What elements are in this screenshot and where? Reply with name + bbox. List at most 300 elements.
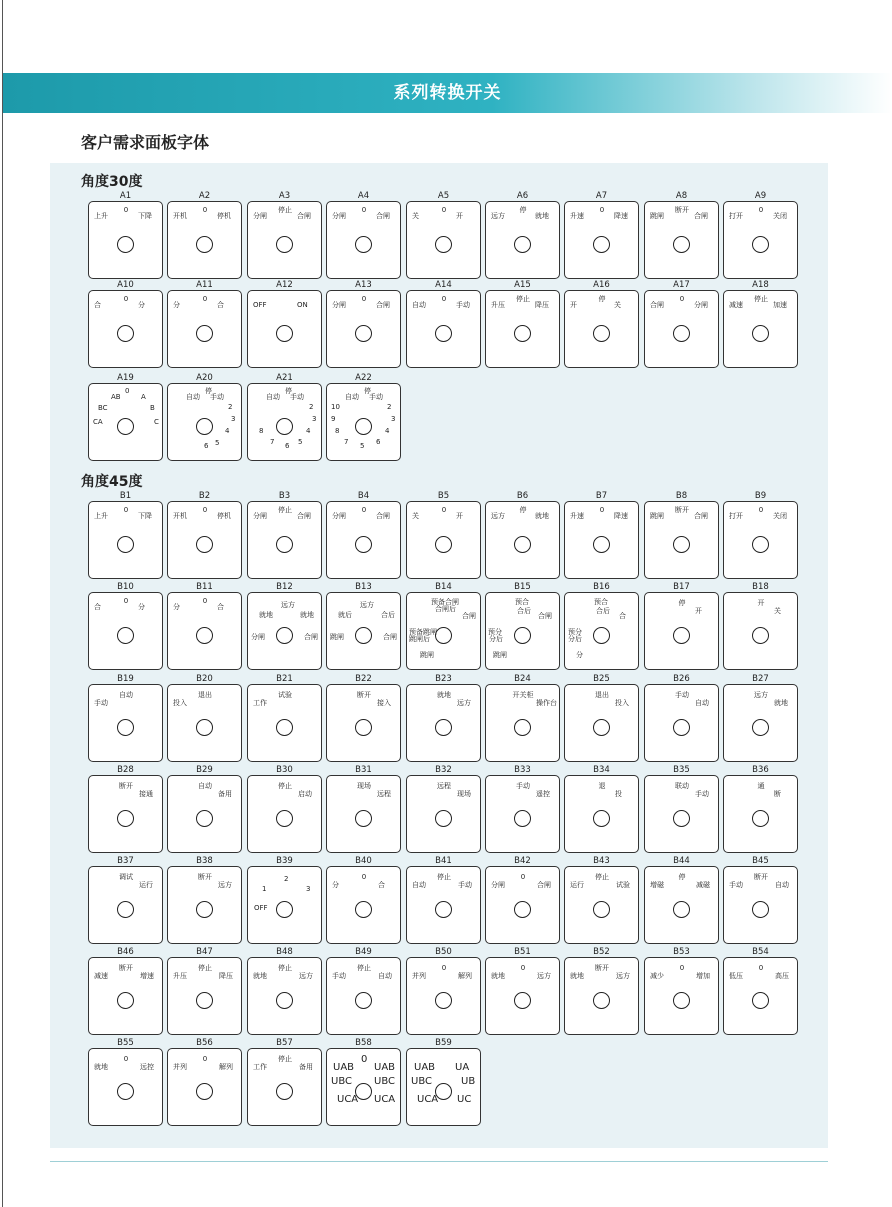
- switch-code-a19: A19: [117, 373, 134, 383]
- switch-panel-a18: [723, 290, 798, 368]
- position-label: 3: [391, 415, 396, 423]
- switch-panel-b53: [644, 957, 719, 1035]
- switch-code-b8: B8: [675, 491, 688, 501]
- position-label-left: 合: [94, 603, 101, 611]
- switch-code-b59: B59: [435, 1038, 452, 1048]
- switch-code-b27: B27: [752, 674, 769, 684]
- position-label-right: 合闸: [376, 212, 390, 220]
- position-label-center: 0: [361, 206, 367, 214]
- page-border: [2, 0, 3, 1207]
- knob-circle-icon: [117, 325, 134, 342]
- position-label-top: 断开: [198, 873, 212, 881]
- position-label-center: 停止: [357, 964, 371, 972]
- switch-panel-b3: [247, 501, 322, 579]
- switch-code-a7: A7: [595, 191, 608, 201]
- position-label-left: 就地: [570, 972, 584, 980]
- switch-panel-b59: [406, 1048, 481, 1126]
- knob-circle-icon: [593, 719, 610, 736]
- knob-circle-icon: [276, 810, 293, 827]
- knob-circle-icon: [355, 536, 372, 553]
- position-label-right: 远方: [616, 972, 630, 980]
- position-label-top: 通: [757, 782, 765, 790]
- position-label-left: 关: [412, 212, 419, 220]
- knob-circle-icon: [752, 719, 769, 736]
- position-label-center: 0: [758, 506, 764, 514]
- knob-circle-icon: [514, 901, 531, 918]
- knob-circle-icon: [593, 901, 610, 918]
- position-label-right: 就地: [535, 212, 549, 220]
- knob-circle-icon: [196, 901, 213, 918]
- switch-panel-b16: [564, 592, 639, 670]
- position-label-right: 遥控: [536, 790, 550, 798]
- position-label-left: 分闸: [332, 512, 346, 520]
- position-label-left: 就地: [253, 972, 267, 980]
- knob-circle-icon: [514, 236, 531, 253]
- position-label-center: 停止: [278, 1055, 292, 1063]
- knob-circle-icon: [752, 325, 769, 342]
- switch-panel-a15: [485, 290, 560, 368]
- position-label-left: 上升: [94, 212, 108, 220]
- switch-panel-b57: [247, 1048, 322, 1126]
- position-label-left: 手动: [332, 972, 346, 980]
- position-label-right: 合: [378, 881, 385, 889]
- switch-panel-a5: [406, 201, 481, 279]
- switch-panel-b58: [326, 1048, 401, 1126]
- position-label: 预分: [488, 628, 502, 636]
- switch-code-b30: B30: [276, 765, 293, 775]
- position-label-top: 开: [757, 599, 765, 607]
- position-label-center: 停止: [278, 206, 292, 214]
- position-label-top: 断开: [357, 691, 371, 699]
- switch-code-b36: B36: [752, 765, 769, 775]
- switch-code-b46: B46: [117, 947, 134, 957]
- position-label-right: 停机: [217, 212, 231, 220]
- position-label-right: 接通: [139, 790, 153, 798]
- knob-circle-icon: [355, 236, 372, 253]
- switch-code-a11: A11: [196, 280, 213, 290]
- position-label-center: 断开: [595, 964, 609, 972]
- knob-circle-icon: [355, 810, 372, 827]
- switch-code-b21: B21: [276, 674, 293, 684]
- bottom-divider: [50, 1161, 828, 1162]
- switch-panel-b44: [644, 866, 719, 944]
- position-label: 合: [619, 612, 626, 620]
- knob-circle-icon: [752, 236, 769, 253]
- switch-panel-b49: [326, 957, 401, 1035]
- position-label-right: 关闭: [773, 212, 787, 220]
- position-label-left: 就地: [491, 972, 505, 980]
- switch-code-b11: B11: [196, 582, 213, 592]
- position-label-left: 并列: [173, 1063, 187, 1071]
- switch-code-b37: B37: [117, 856, 134, 866]
- position-label-right: 下降: [138, 212, 152, 220]
- switch-code-b39: B39: [276, 856, 293, 866]
- position-label-center: 停止: [754, 295, 768, 303]
- position-label-right: 合闸: [297, 512, 311, 520]
- switch-code-b19: B19: [117, 674, 134, 684]
- position-label-center: 0: [202, 597, 208, 605]
- switch-panel-b40: [326, 866, 401, 944]
- position-label-top: 退出: [198, 691, 212, 699]
- position-label-left: 升速: [570, 212, 584, 220]
- position-label: 跳闸后: [409, 635, 430, 643]
- switch-panel-b15: [485, 592, 560, 670]
- position-label-center: 0: [441, 295, 447, 303]
- switch-panel-b38: [167, 866, 242, 944]
- position-label: 手动: [369, 393, 383, 401]
- position-label-top: 现场: [357, 782, 371, 790]
- position-label-right: 停机: [217, 512, 231, 520]
- position-label-right: 投入: [615, 699, 629, 707]
- position-label-right: 自动: [378, 972, 392, 980]
- position-label-left: 投入: [173, 699, 187, 707]
- switch-panel-b20: [167, 684, 242, 762]
- position-label-left: 自动: [412, 881, 426, 889]
- position-label-center: 0: [441, 506, 447, 514]
- position-label: 合闸: [462, 612, 476, 620]
- position-label: 分闸: [251, 633, 265, 641]
- position-label: 4: [225, 427, 230, 435]
- position-label: 2: [309, 403, 314, 411]
- position-label-left: 升压: [491, 301, 505, 309]
- switch-code-b15: B15: [514, 582, 531, 592]
- position-label-right: 合闸: [297, 212, 311, 220]
- knob-circle-icon: [435, 536, 452, 553]
- position-label-left: 自动: [412, 301, 426, 309]
- switch-code-b35: B35: [673, 765, 690, 775]
- position-label: 自动: [345, 393, 359, 401]
- switch-code-a20: A20: [196, 373, 213, 383]
- switch-panel-b2: [167, 501, 242, 579]
- knob-circle-icon: [276, 418, 293, 435]
- position-label: 4: [385, 427, 390, 435]
- switch-panel-a11: [167, 290, 242, 368]
- position-label-center: 0: [520, 873, 526, 881]
- switch-panel-a10: [88, 290, 163, 368]
- position-label-right: 手动: [458, 881, 472, 889]
- position-label: 5: [298, 438, 303, 446]
- knob-circle-icon: [673, 810, 690, 827]
- knob-circle-icon: [196, 1083, 213, 1100]
- knob-circle-icon: [196, 719, 213, 736]
- position-label-center: 停: [678, 873, 686, 881]
- position-label-center: 0: [599, 206, 605, 214]
- knob-circle-icon: [673, 627, 690, 644]
- switch-panel-b54: [723, 957, 798, 1035]
- switch-panel-b13: [326, 592, 401, 670]
- switch-panel-b43: [564, 866, 639, 944]
- header-banner: [3, 73, 892, 113]
- switch-code-a16: A16: [593, 280, 610, 290]
- knob-circle-icon: [435, 719, 452, 736]
- position-label-left: 分闸: [491, 881, 505, 889]
- position-label-right: 降速: [614, 212, 628, 220]
- knob-circle-icon: [117, 719, 134, 736]
- position-label-right: 备用: [299, 1063, 313, 1071]
- position-label-right: 自动: [695, 699, 709, 707]
- position-label-top: 断开: [119, 782, 133, 790]
- switch-code-b1: B1: [119, 491, 132, 501]
- position-label-left: 打开: [729, 512, 743, 520]
- switch-panel-b28: [88, 775, 163, 853]
- switch-code-b26: B26: [673, 674, 690, 684]
- position-label: 分后: [568, 635, 582, 643]
- knob-circle-icon: [752, 810, 769, 827]
- switch-panel-a14: [406, 290, 481, 368]
- position-label-right: 试验: [616, 881, 630, 889]
- knob-circle-icon: [752, 901, 769, 918]
- position-label-right: 解列: [219, 1063, 233, 1071]
- position-label: 合闸: [383, 633, 397, 641]
- position-label-left: 开机: [173, 512, 187, 520]
- position-label: 4: [306, 427, 311, 435]
- knob-circle-icon: [514, 992, 531, 1009]
- position-label-left: 分: [332, 881, 339, 889]
- switch-panel-b51: [485, 957, 560, 1035]
- knob-circle-icon: [117, 236, 134, 253]
- position-label-center: 0: [679, 295, 685, 303]
- position-label: 0: [125, 387, 130, 395]
- position-label-center: 0: [679, 964, 685, 972]
- position-label-right: 接入: [377, 699, 391, 707]
- switch-code-b52: B52: [593, 947, 610, 957]
- position-label-right: 解列: [458, 972, 472, 980]
- switch-panel-a8: [644, 201, 719, 279]
- switch-panel-a16: [564, 290, 639, 368]
- position-label: 停: [205, 387, 212, 395]
- knob-circle-icon: [593, 236, 610, 253]
- switch-code-b34: B34: [593, 765, 610, 775]
- knob-circle-icon: [196, 627, 213, 644]
- position-label-right: 远方: [457, 699, 471, 707]
- position-label-right: 合闸: [694, 212, 708, 220]
- position-label-left: 分闸: [332, 301, 346, 309]
- knob-circle-icon: [276, 1083, 293, 1100]
- position-label: AB: [111, 393, 121, 401]
- position-label: UAB: [374, 1062, 396, 1073]
- position-label-right: 远控: [140, 1063, 154, 1071]
- switch-panel-b42: [485, 866, 560, 944]
- position-label-center: 0: [361, 506, 367, 514]
- position-label: 手动: [210, 393, 224, 401]
- switch-panel-a4: [326, 201, 401, 279]
- position-label-left: 减速: [729, 301, 743, 309]
- switch-code-b53: B53: [673, 947, 690, 957]
- switch-panel-b39: [247, 866, 322, 944]
- position-label: 8: [259, 427, 264, 435]
- position-label-right: 加速: [773, 301, 787, 309]
- switch-code-a22: A22: [355, 373, 372, 383]
- position-label: 5: [360, 442, 365, 450]
- knob-circle-icon: [752, 992, 769, 1009]
- position-label: UBC: [411, 1076, 432, 1087]
- knob-circle-icon: [673, 236, 690, 253]
- position-label-right: 开: [456, 512, 463, 520]
- switch-panel-b47: [167, 957, 242, 1035]
- position-label-top: 自动: [119, 691, 133, 699]
- position-label: C: [154, 418, 159, 426]
- position-label: 自动: [186, 393, 200, 401]
- switch-code-b38: B38: [196, 856, 213, 866]
- switch-panel-b7: [564, 501, 639, 579]
- switch-code-a21: A21: [276, 373, 293, 383]
- position-label-center: 0: [361, 295, 367, 303]
- position-label-right: 降压: [535, 301, 549, 309]
- switch-panel-b33: [485, 775, 560, 853]
- knob-circle-icon: [673, 536, 690, 553]
- switch-panel-b41: [406, 866, 481, 944]
- position-label: UCA: [374, 1094, 396, 1105]
- switch-code-b25: B25: [593, 674, 610, 684]
- position-label-right: 增加: [696, 972, 710, 980]
- position-label-top: 自动: [198, 782, 212, 790]
- switch-panel-b55: [88, 1048, 163, 1126]
- position-label: 停: [364, 387, 371, 395]
- position-label-top: 远程: [437, 782, 451, 790]
- switch-panel-b56: [167, 1048, 242, 1126]
- switch-code-a12: A12: [276, 280, 293, 290]
- switch-code-b22: B22: [355, 674, 372, 684]
- position-label: 3: [231, 415, 236, 423]
- switch-panel-a6: [485, 201, 560, 279]
- knob-circle-icon: [196, 325, 213, 342]
- knob-circle-icon: [514, 810, 531, 827]
- position-label-left: 增磁: [650, 881, 664, 889]
- switch-code-a18: A18: [752, 280, 769, 290]
- switch-panel-b48: [247, 957, 322, 1035]
- switch-code-b57: B57: [276, 1038, 293, 1048]
- position-label-right: 开: [695, 607, 702, 615]
- position-label-left: OFF: [253, 301, 267, 309]
- switch-code-b29: B29: [196, 765, 213, 775]
- switch-panel-b27: [723, 684, 798, 762]
- position-label-top: 退出: [595, 691, 609, 699]
- position-label-left: 手动: [729, 881, 743, 889]
- position-label-center: 0: [758, 206, 764, 214]
- position-label-right: 断: [774, 790, 781, 798]
- position-label: 7: [270, 438, 275, 446]
- switch-code-b5: B5: [437, 491, 450, 501]
- position-label-right: 运行: [139, 881, 153, 889]
- position-label-center: 0: [123, 506, 129, 514]
- switch-panel-b32: [406, 775, 481, 853]
- switch-panel-a21: [247, 383, 322, 461]
- position-label: 合后: [517, 607, 531, 615]
- position-label: 6: [376, 438, 381, 446]
- position-label-top: 手动: [516, 782, 530, 790]
- knob-circle-icon: [196, 236, 213, 253]
- position-label: UAB: [333, 1062, 355, 1073]
- position-label: 分后: [489, 635, 503, 643]
- position-label: 预合: [515, 598, 529, 606]
- position-label-left: 分闸: [253, 512, 267, 520]
- position-label-center: 0: [123, 295, 129, 303]
- switch-panel-b36: [723, 775, 798, 853]
- position-label: B: [150, 404, 155, 412]
- position-label: 跳闸: [330, 633, 344, 641]
- switch-panel-b8: [644, 501, 719, 579]
- knob-circle-icon: [117, 418, 134, 435]
- position-label: 合后: [381, 611, 395, 619]
- position-label-right: 分闸: [694, 301, 708, 309]
- switch-panel-a12: [247, 290, 322, 368]
- switch-code-b41: B41: [435, 856, 452, 866]
- section-title-45: 角度45度: [81, 474, 143, 490]
- position-label: 合闸: [304, 633, 318, 641]
- position-label-top: 开关柜: [512, 691, 534, 699]
- switch-code-b44: B44: [673, 856, 690, 866]
- switch-code-b55: B55: [117, 1038, 134, 1048]
- position-label-center: 断开: [119, 964, 133, 972]
- knob-circle-icon: [673, 992, 690, 1009]
- position-label-top: 停止: [278, 782, 292, 790]
- position-label-left: 升压: [173, 972, 187, 980]
- position-label: UAB: [414, 1062, 436, 1073]
- knob-circle-icon: [752, 536, 769, 553]
- position-label-left: 升速: [570, 512, 584, 520]
- switch-code-b16: B16: [593, 582, 610, 592]
- knob-circle-icon: [117, 536, 134, 553]
- switch-code-b10: B10: [117, 582, 134, 592]
- position-label-center: 断开: [675, 506, 689, 514]
- knob-circle-icon: [673, 719, 690, 736]
- switch-panel-b25: [564, 684, 639, 762]
- knob-circle-icon: [435, 901, 452, 918]
- switch-code-a4: A4: [357, 191, 370, 201]
- position-label-right: 就地: [535, 512, 549, 520]
- position-label-left: 减速: [94, 972, 108, 980]
- switch-code-b56: B56: [196, 1038, 213, 1048]
- knob-circle-icon: [435, 627, 452, 644]
- position-label: 合闸后: [435, 605, 456, 613]
- switch-code-b43: B43: [593, 856, 610, 866]
- position-label-right: 降速: [614, 512, 628, 520]
- position-label-right: 关闭: [773, 512, 787, 520]
- position-label-center: 停止: [278, 964, 292, 972]
- position-label: 跳闸: [493, 651, 507, 659]
- position-label-center: 0: [202, 206, 208, 214]
- position-label: 停: [285, 387, 292, 395]
- switch-panel-b4: [326, 501, 401, 579]
- switch-code-a9: A9: [754, 191, 767, 201]
- knob-circle-icon: [514, 719, 531, 736]
- switch-panel-b24: [485, 684, 560, 762]
- position-label-left: 运行: [570, 881, 584, 889]
- switch-panel-b35: [644, 775, 719, 853]
- knob-circle-icon: [276, 325, 293, 342]
- position-label-right: 降压: [219, 972, 233, 980]
- knob-circle-icon: [355, 325, 372, 342]
- switch-panel-a20: [167, 383, 242, 461]
- position-label-right: 自动: [775, 881, 789, 889]
- position-label-right: 合闸: [376, 301, 390, 309]
- position-label: 预合: [594, 598, 608, 606]
- position-label: 9: [331, 415, 336, 423]
- switch-panel-b30: [247, 775, 322, 853]
- position-label-right: 合: [217, 301, 224, 309]
- position-label: 0: [361, 1054, 368, 1065]
- position-label-right: 合: [217, 603, 224, 611]
- position-label: 2: [284, 875, 289, 883]
- knob-circle-icon: [593, 325, 610, 342]
- switch-code-b49: B49: [355, 947, 372, 957]
- position-label-center: 停: [519, 206, 527, 214]
- position-label-right: 开: [456, 212, 463, 220]
- knob-circle-icon: [117, 627, 134, 644]
- position-label-right: 关: [774, 607, 781, 615]
- position-label: UA: [455, 1062, 470, 1073]
- knob-circle-icon: [196, 418, 213, 435]
